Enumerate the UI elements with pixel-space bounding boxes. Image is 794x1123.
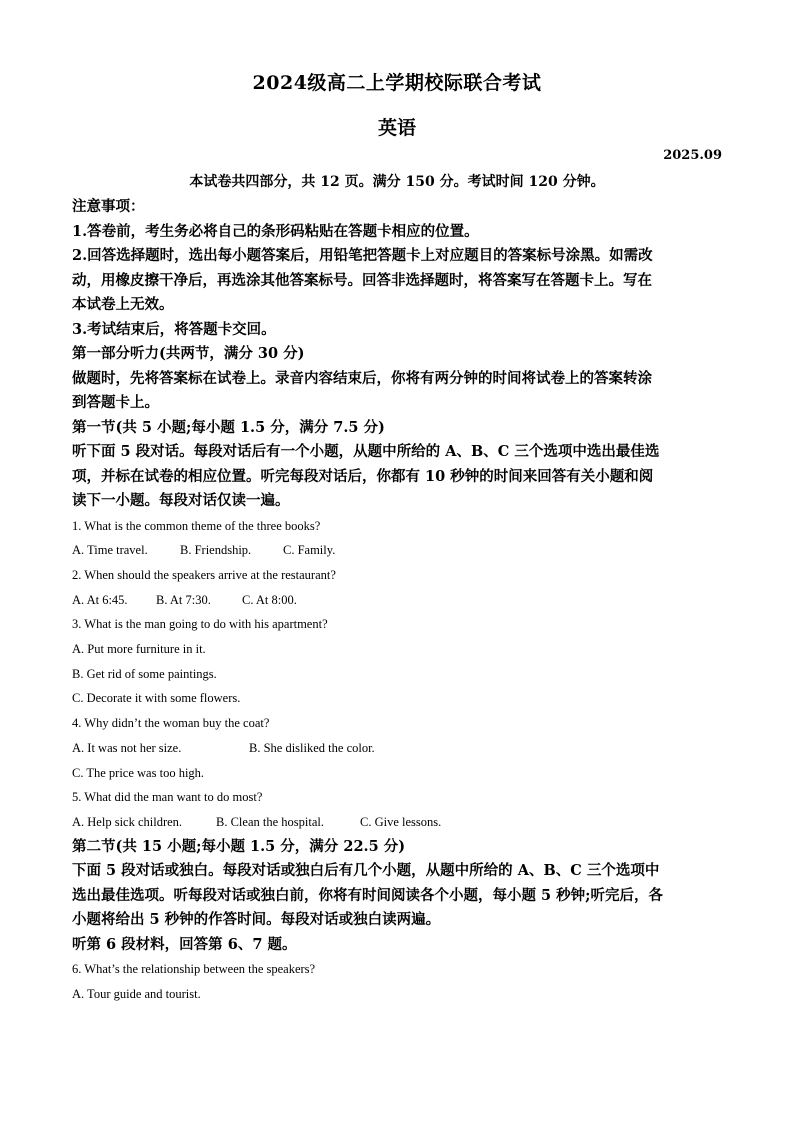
option-c[interactable]: C. Decorate it with some flowers. bbox=[72, 691, 241, 706]
section1-instruction: 项，并标在试卷的相应位置。听完每段对话后，你都有 10 秒钟的时间来回答有关小题和阅 bbox=[72, 467, 654, 485]
section1-instruction: 读下一小题。每段对话仅读一遍。 bbox=[72, 492, 290, 509]
options-2 bbox=[72, 588, 722, 613]
part1-instruction: 到答题卡上。 bbox=[72, 394, 159, 411]
part1-heading: 第一部分听力(共两节，满分 30 分) bbox=[72, 345, 305, 362]
option-c[interactable]: C. Give lessons. bbox=[360, 814, 442, 829]
option-c[interactable]: C. The price was too high. bbox=[72, 765, 205, 780]
exam-intro: 本试卷共四部分，共 12 页。满分 150 分。考试时间 120 分钟。 bbox=[189, 174, 605, 190]
section2-heading: 第二节(共 15 小题;每小题 1.5 分，满分 22.5 分) bbox=[72, 837, 406, 855]
option-c[interactable]: C. Family. bbox=[283, 543, 336, 558]
section2-instruction: 下面 5 段对话或独白。每段对话或独白后有几个小题，从题中所给的 A、B、C 三个选项中 bbox=[72, 862, 660, 880]
option-a[interactable]: A. Put more furniture in it. bbox=[72, 642, 206, 657]
section1-heading: 第一节(共 5 小题;每小题 1.5 分，满分 7.5 分) bbox=[72, 418, 385, 436]
option-a[interactable]: A. Time travel. bbox=[72, 543, 148, 558]
option-b[interactable]: B. She disliked the color. bbox=[249, 740, 375, 755]
exam-title: 2024级高二上学期校际联合考试 bbox=[252, 72, 542, 94]
question-5: 5. What did the man want to do most? bbox=[72, 790, 263, 805]
option-c[interactable]: C. At 8:00. bbox=[242, 592, 297, 607]
section2-instruction: 选出最佳选项。听每段对话或独白前，你将有时间阅读各个小题，每小题 5 秒钟;听完后，各 bbox=[72, 886, 664, 904]
notice-item: 2.回答选择题时，选出每小题答案后，用铅笔把答题卡上对应题目的答案标号涂黑。如需改 bbox=[72, 247, 653, 264]
material-heading: 听第 6 段材料，回答第 6、7 题。 bbox=[72, 935, 297, 953]
option-a[interactable]: A. Help sick children. bbox=[72, 814, 183, 829]
part1-instruction: 做题时，先将答案标在试卷上。录音内容结束后，你将有两分钟的时间将试卷上的答案转涂 bbox=[72, 369, 652, 387]
question-4: 4. Why didn’t the woman buy the coat? bbox=[72, 716, 270, 731]
notice-item: 3.考试结束后，将答题卡交回。 bbox=[72, 320, 276, 338]
option-b[interactable]: B. Get rid of some paintings. bbox=[72, 666, 217, 681]
notice-item: 1.答卷前，考生务必将自己的条形码粘贴在答题卡相应的位置。 bbox=[72, 222, 479, 240]
section2-instruction: 小题将给出 5 秒钟的作答时间。每段对话或独白读两遍。 bbox=[72, 911, 441, 929]
question-3: 3. What is the man going to do with his apartment? bbox=[72, 617, 328, 632]
notice-item: 动，用橡皮擦干净后，再选涂其他答案标号。回答非选择题时，将答案写在答题卡上。写在 bbox=[72, 271, 652, 289]
notice-item: 本试卷上无效。 bbox=[72, 296, 174, 313]
notice-heading: 注意事项： bbox=[72, 198, 145, 215]
exam-date: 2025.09 bbox=[663, 148, 722, 163]
options-4 bbox=[72, 736, 722, 761]
question-1: 1. What is the common theme of the three books? bbox=[72, 518, 321, 533]
question-6: 6. What’s the relationship between the speakers? bbox=[72, 962, 316, 977]
option-a[interactable]: A. Tour guide and tourist. bbox=[72, 986, 201, 1001]
option-a[interactable]: A. It was not her size. bbox=[72, 740, 182, 755]
option-b[interactable]: B. At 7:30. bbox=[156, 592, 211, 607]
option-a[interactable]: A. At 6:45. bbox=[72, 592, 128, 607]
exam-content bbox=[72, 195, 722, 1007]
options-5 bbox=[72, 810, 722, 835]
section1-instruction: 听下面 5 段对话。每段对话后有一个小题，从题中所给的 A、B、C 三个选项中选出最佳选 bbox=[72, 443, 660, 460]
option-b[interactable]: B. Friendship. bbox=[180, 543, 252, 558]
exam-subject: 英语 bbox=[377, 117, 416, 139]
option-b[interactable]: B. Clean the hospital. bbox=[216, 814, 324, 829]
question-2: 2. When should the speakers arrive at the restaurant? bbox=[72, 567, 336, 582]
options-1 bbox=[72, 538, 722, 563]
